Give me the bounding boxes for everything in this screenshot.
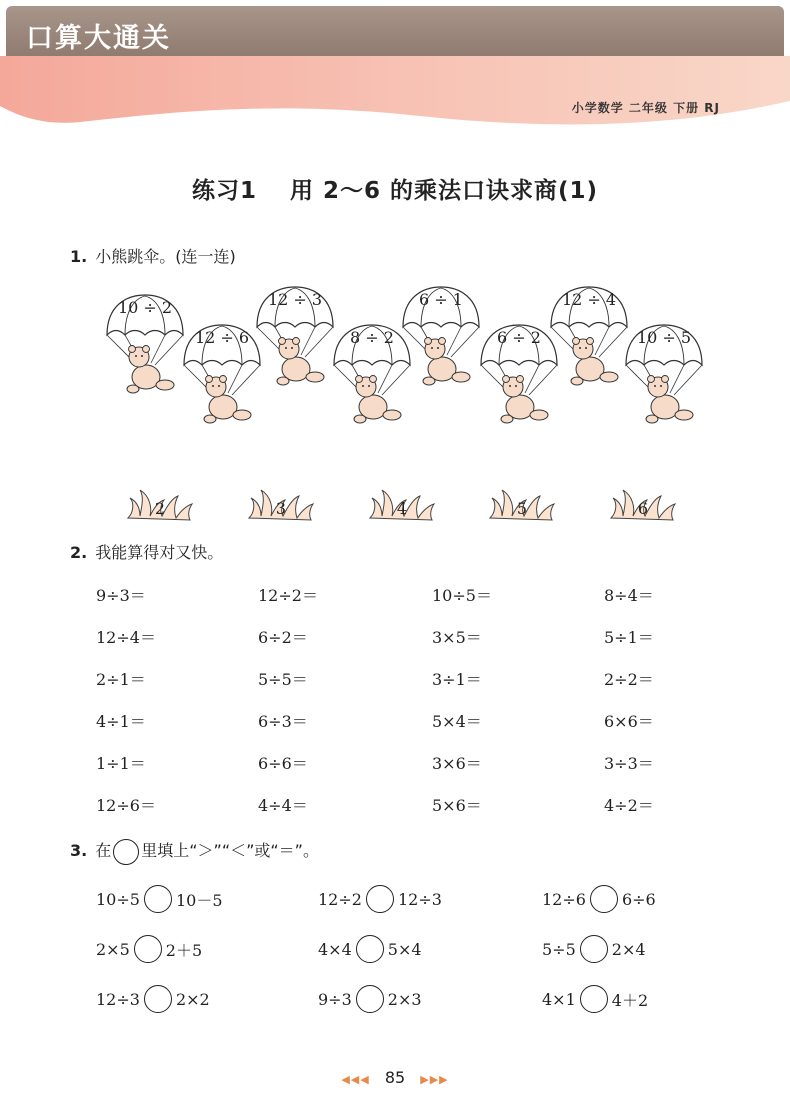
- comparison-item: [318, 985, 422, 1013]
- grass-target-number: 5: [516, 499, 528, 518]
- comparison-right: 5×4: [387, 939, 422, 959]
- comparison-left: 4×1: [542, 989, 576, 1009]
- comparison-item: [96, 935, 202, 963]
- calculation-problem[interactable]: 3÷1＝: [432, 670, 482, 689]
- question-2-number: 2.: [70, 543, 88, 562]
- calculation-problem[interactable]: 3÷3＝: [604, 754, 654, 773]
- answer-circle[interactable]: [144, 885, 172, 913]
- calculation-problem[interactable]: 6÷2＝: [258, 628, 308, 647]
- parachute-bear-5[interactable]: [399, 285, 489, 405]
- comparison-right: 2×2: [175, 989, 210, 1009]
- calculation-problem[interactable]: 12÷6＝: [96, 796, 156, 815]
- comparison-left: 12÷6: [542, 889, 586, 909]
- comparison-item: [96, 885, 223, 913]
- question-3-text-before: 在: [95, 841, 112, 860]
- question-3-text-after: 里填上“＞”“＜”或“＝”。: [141, 841, 319, 860]
- comparison-item: [542, 885, 656, 913]
- book-info: 小学数学 二年级 下册 RJ: [571, 101, 720, 115]
- lesson-title: [0, 172, 790, 205]
- left-arrows-icon: ◀◀◀: [341, 1073, 370, 1086]
- calculation-problem[interactable]: 12÷4＝: [96, 628, 156, 647]
- question-3-heading: [70, 838, 319, 865]
- grass-target-number: 2: [154, 499, 166, 518]
- comparison-item: [318, 885, 442, 913]
- comparison-item: [542, 985, 648, 1013]
- calculation-problem[interactable]: 5×4＝: [432, 712, 482, 731]
- calculation-problem[interactable]: 8÷4＝: [604, 586, 654, 605]
- calculation-problem[interactable]: 4÷2＝: [604, 796, 654, 815]
- page-footer: [0, 1068, 790, 1087]
- grass-target-5[interactable]: [607, 488, 679, 522]
- calculation-problem[interactable]: 4÷4＝: [258, 796, 308, 815]
- answer-circle[interactable]: [580, 935, 608, 963]
- comparison-right: 2×4: [611, 939, 646, 959]
- calculation-problem[interactable]: 1÷1＝: [96, 754, 146, 773]
- calculation-problem[interactable]: 6÷3＝: [258, 712, 308, 731]
- comparison-left: 12÷3: [96, 989, 140, 1009]
- parachute-expression: 6 ÷ 2: [497, 328, 541, 347]
- comparison-item: [96, 985, 210, 1013]
- parachute-expression: 10 ÷ 5: [636, 328, 692, 347]
- comparison-right: 4＋2: [611, 990, 649, 1010]
- answer-circle[interactable]: [356, 935, 384, 963]
- right-arrows-icon: ▶▶▶: [420, 1073, 449, 1086]
- comparison-left: 2×5: [96, 939, 130, 959]
- answer-circle[interactable]: [134, 935, 162, 963]
- grass-target-4[interactable]: [486, 488, 558, 522]
- lesson-topic: 用 2～6 的乘法口诀求商(1): [289, 178, 599, 204]
- question-1-number: 1.: [70, 247, 88, 266]
- answer-circle[interactable]: [356, 985, 384, 1013]
- comparison-right: 6÷6: [621, 889, 656, 909]
- grass-target-3[interactable]: [366, 488, 438, 522]
- question-2-heading: [70, 540, 223, 563]
- circle-icon: [113, 839, 139, 865]
- calculation-problem[interactable]: 6÷6＝: [258, 754, 308, 773]
- parachute-expression: 12 ÷ 3: [267, 290, 323, 309]
- answer-circle[interactable]: [580, 985, 608, 1013]
- calculation-problem[interactable]: 5÷5＝: [258, 670, 308, 689]
- header-band: [0, 56, 790, 136]
- page-number: 85: [384, 1068, 406, 1087]
- lesson-label: 练习1: [191, 178, 257, 204]
- parachute-expression: 8 ÷ 2: [350, 328, 394, 347]
- comparison-left: 5÷5: [542, 939, 576, 959]
- calculation-problem[interactable]: 2÷1＝: [96, 670, 146, 689]
- comparison-right: 12÷3: [397, 889, 442, 909]
- answer-circle[interactable]: [144, 985, 172, 1013]
- grass-target-2[interactable]: [245, 488, 317, 522]
- question-3-number: 3.: [70, 841, 88, 860]
- header-title: 口算大通关: [26, 23, 171, 54]
- calculation-problem[interactable]: 3×5＝: [432, 628, 482, 647]
- calculation-problem[interactable]: 2÷2＝: [604, 670, 654, 689]
- calculation-problem[interactable]: 9÷3＝: [96, 586, 146, 605]
- grass-target-number: 6: [637, 499, 649, 518]
- parachute-expression: 12 ÷ 6: [194, 328, 250, 347]
- comparison-right: 2＋5: [165, 940, 203, 960]
- answer-circle[interactable]: [366, 885, 394, 913]
- parachute-expression: 10 ÷ 2: [117, 298, 173, 317]
- calculation-problem[interactable]: 12÷2＝: [258, 586, 318, 605]
- comparison-item: [542, 935, 646, 963]
- calculation-problem[interactable]: 6×6＝: [604, 712, 654, 731]
- header-bar: [6, 6, 784, 56]
- comparison-left: 9÷3: [318, 989, 352, 1009]
- question-1-heading: [70, 244, 236, 267]
- question-1-text: 小熊跳伞。(连一连): [95, 247, 236, 266]
- grass-target-1[interactable]: [124, 488, 196, 522]
- comparison-left: 4×4: [318, 939, 352, 959]
- comparison-right: 2×3: [387, 989, 422, 1009]
- grass-target-number: 3: [275, 499, 287, 518]
- answer-circle[interactable]: [590, 885, 618, 913]
- calculation-problem[interactable]: 5÷1＝: [604, 628, 654, 647]
- parachute-expression: 12 ÷ 4: [561, 290, 617, 309]
- calculation-problem[interactable]: 3×6＝: [432, 754, 482, 773]
- parachute-bear-8[interactable]: [622, 323, 712, 443]
- calculation-problem[interactable]: 10÷5＝: [432, 586, 492, 605]
- question-2-text: 我能算得对又快。: [95, 543, 224, 562]
- comparison-left: 12÷2: [318, 889, 362, 909]
- calculation-problem[interactable]: 5×6＝: [432, 796, 482, 815]
- parachute-expression: 6 ÷ 1: [419, 290, 463, 309]
- comparison-right: 10－5: [175, 890, 223, 910]
- comparison-left: 10÷5: [96, 889, 140, 909]
- calculation-problem[interactable]: 4÷1＝: [96, 712, 146, 731]
- grass-target-number: 4: [396, 499, 408, 518]
- comparison-item: [318, 935, 422, 963]
